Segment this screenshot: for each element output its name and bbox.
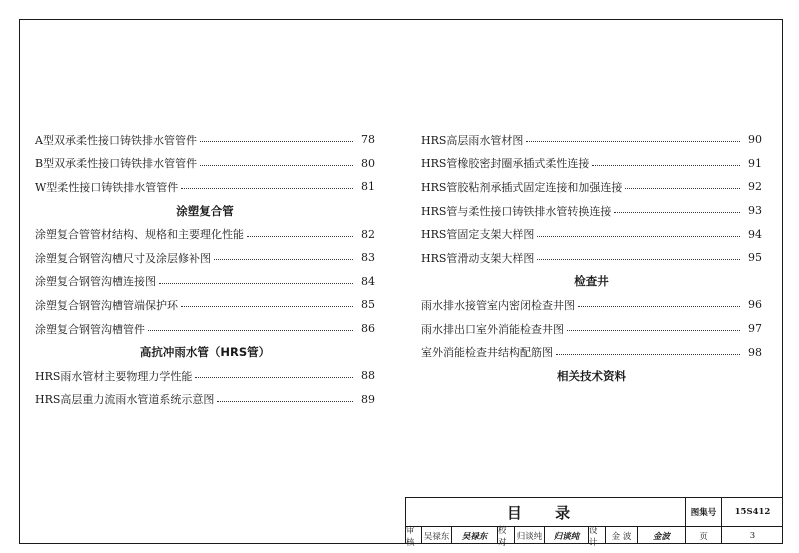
toc-entry-label: HRS管与柔性接口铸铁排水管转换连接 — [421, 204, 612, 218]
toc-left-column — [35, 128, 375, 411]
toc-entry-page: 91 — [748, 156, 762, 170]
toc-entry-label: 涂塑复合钢管沟槽管件 — [35, 322, 145, 336]
dot-leader — [247, 236, 353, 237]
toc-entry[interactable] — [421, 152, 762, 176]
dot-leader — [614, 212, 740, 213]
dot-leader — [526, 141, 740, 142]
toc-entry-page: 98 — [748, 345, 762, 359]
checker-label: 校对 — [498, 527, 515, 544]
toc-entry-page: 80 — [361, 156, 375, 170]
toc-entry-page: 78 — [361, 133, 375, 147]
checker-name: 归谈纯 — [515, 527, 545, 544]
title-block-title: 目 录 — [406, 498, 686, 527]
designer-label: 设计 — [589, 527, 606, 544]
atlas-number: 15S412 — [722, 498, 783, 527]
toc-entry-page: 81 — [361, 180, 375, 194]
reviewer-label: 审核 — [406, 527, 422, 544]
page-label: 页 — [686, 527, 722, 544]
toc-entry[interactable] — [421, 222, 762, 246]
toc-entry-label: W型柔性接口铸铁排水管管件 — [35, 180, 179, 194]
dot-leader — [217, 401, 353, 402]
toc-entry-page: 83 — [361, 251, 375, 265]
toc-entry-page: 89 — [361, 392, 375, 406]
toc-entry-label: HRS管固定支架大样图 — [421, 228, 535, 242]
dot-leader — [159, 283, 353, 284]
designer-signature: 金波 — [638, 527, 686, 544]
toc-entry-label: HRS雨水管材主要物理力学性能 — [35, 369, 193, 383]
dot-leader — [181, 306, 353, 307]
toc-entry[interactable] — [421, 175, 762, 199]
dot-leader — [200, 141, 353, 142]
toc-entry[interactable] — [35, 152, 375, 176]
toc-entry-label: 雨水排水接管室内密闭检查井图 — [421, 298, 575, 312]
dot-leader — [556, 354, 740, 355]
dot-leader — [592, 165, 740, 166]
toc-entry-page: 94 — [748, 227, 762, 241]
toc-entry[interactable] — [35, 317, 375, 341]
toc-entry[interactable] — [35, 364, 375, 388]
toc-entry-page: 96 — [748, 298, 762, 312]
dot-leader — [625, 188, 740, 189]
toc-entry-page: 95 — [748, 251, 762, 265]
toc-entry-label: A型双承柔性接口铸铁排水管管件 — [35, 133, 197, 147]
reviewer-signature: 吴禄东 — [452, 527, 498, 544]
dot-leader — [567, 330, 740, 331]
toc-entry-label: 涂塑复合钢管沟槽连接图 — [35, 275, 156, 289]
toc-entry-label: HRS高层重力流雨水管道系统示意图 — [35, 393, 215, 407]
toc-entry[interactable] — [35, 175, 375, 199]
toc-entry[interactable] — [35, 222, 375, 246]
dot-leader — [578, 306, 740, 307]
toc-entry-label: 涂塑复合管管材结构、规格和主要理化性能 — [35, 228, 244, 242]
toc-entry-label: 雨水排出口室外消能检查井图 — [421, 322, 564, 336]
dot-leader — [537, 236, 740, 237]
toc-entry[interactable] — [421, 340, 762, 364]
dot-leader — [195, 377, 353, 378]
section-heading: 相关技术资料 — [557, 368, 626, 383]
title-block — [405, 497, 783, 548]
toc-entry-label: HRS管橡胶密封圈承插式柔性连接 — [421, 157, 590, 171]
toc-entry[interactable] — [35, 293, 375, 317]
toc-entry-page: 82 — [361, 227, 375, 241]
toc-entry-page: 90 — [748, 133, 762, 147]
toc-entry-label: HRS管胶粘剂承插式固定连接和加强连接 — [421, 180, 623, 194]
toc-entry[interactable] — [35, 128, 375, 152]
toc-entry[interactable] — [421, 246, 762, 270]
dot-leader — [214, 259, 353, 260]
toc-entry[interactable] — [421, 317, 762, 341]
toc-right-column — [421, 128, 762, 388]
toc-entry[interactable] — [35, 388, 375, 412]
toc-entry-label: 室外消能检查井结构配筋图 — [421, 346, 553, 360]
toc-entry-label: 涂塑复合钢管沟槽尺寸及涂层修补图 — [35, 251, 211, 265]
dot-leader — [181, 188, 353, 189]
toc-entry[interactable] — [421, 128, 762, 152]
toc-entry[interactable] — [35, 246, 375, 270]
designer-name: 金 波 — [606, 527, 638, 544]
section-heading: 检查井 — [574, 274, 609, 289]
toc-entry-page: 85 — [361, 298, 375, 312]
toc-entry-page: 92 — [748, 180, 762, 194]
toc-entry-label: B型双承柔性接口铸铁排水管管件 — [35, 157, 198, 171]
toc-entry-label: HRS高层雨水管材图 — [421, 133, 524, 147]
page-number: 3 — [749, 530, 756, 541]
section-heading: 涂塑复合管 — [176, 203, 234, 218]
toc-entry-page: 93 — [748, 204, 762, 218]
toc-entry-page: 97 — [748, 322, 762, 336]
checker-signature: 归谈纯 — [545, 527, 589, 544]
dot-leader — [148, 330, 353, 331]
toc-entry-label: 涂塑复合钢管沟槽管端保护环 — [35, 298, 178, 312]
toc-entry[interactable] — [421, 199, 762, 223]
reviewer-name: 吴禄东 — [422, 527, 452, 544]
atlas-number-label: 图集号 — [686, 498, 722, 527]
section-heading: 高抗冲雨水管（HRS管） — [139, 345, 271, 360]
toc-entry-page: 86 — [361, 322, 375, 336]
toc-entry-page: 84 — [361, 274, 375, 288]
toc-entry[interactable] — [35, 270, 375, 294]
toc-entry-page: 88 — [361, 369, 375, 383]
dot-leader — [200, 165, 353, 166]
toc-entry[interactable] — [421, 293, 762, 317]
toc-entry-label: HRS管滑动支架大样图 — [421, 251, 535, 265]
dot-leader — [537, 259, 740, 260]
